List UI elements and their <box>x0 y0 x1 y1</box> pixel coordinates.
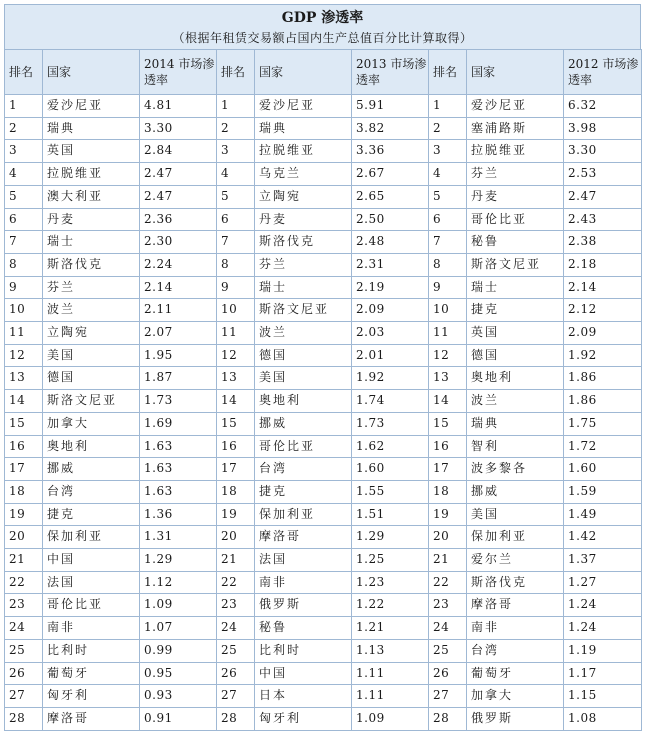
table-row <box>5 253 642 276</box>
value-2013-cell: 2.50 <box>352 208 429 231</box>
rank-cell: 25 <box>5 639 43 662</box>
header-country: 国家 <box>255 50 352 95</box>
country-2012-cell: 摩洛哥 <box>467 594 564 617</box>
rank-cell: 25 <box>429 639 467 662</box>
rank-cell: 6 <box>429 208 467 231</box>
value-2014-cell: 2.24 <box>140 253 217 276</box>
rank-cell: 13 <box>429 367 467 390</box>
value-2014-cell: 1.87 <box>140 367 217 390</box>
rank-cell: 9 <box>5 276 43 299</box>
value-2013-cell: 1.51 <box>352 503 429 526</box>
value-2014-cell: 0.93 <box>140 685 217 708</box>
rank-cell: 3 <box>217 140 255 163</box>
table-row <box>5 526 642 549</box>
rank-cell: 26 <box>217 662 255 685</box>
country-2013-cell: 爱沙尼亚 <box>255 95 352 118</box>
country-2013-cell: 秘鲁 <box>255 617 352 640</box>
country-2014-cell: 澳大利亚 <box>43 185 140 208</box>
country-2012-cell: 美国 <box>467 503 564 526</box>
country-2013-cell: 保加利亚 <box>255 503 352 526</box>
country-2014-cell: 南非 <box>43 617 140 640</box>
rank-cell: 6 <box>5 208 43 231</box>
table-row <box>5 231 642 254</box>
country-2014-cell: 中国 <box>43 549 140 572</box>
country-2014-cell: 哥伦比亚 <box>43 594 140 617</box>
rank-cell: 15 <box>217 412 255 435</box>
country-2012-cell: 拉脱维亚 <box>467 140 564 163</box>
value-2012-cell: 1.72 <box>564 435 642 458</box>
rank-cell: 16 <box>429 435 467 458</box>
penetration-table <box>4 49 642 731</box>
rank-cell: 24 <box>5 617 43 640</box>
country-2012-cell: 秘鲁 <box>467 231 564 254</box>
country-2014-cell: 加拿大 <box>43 412 140 435</box>
country-2012-cell: 塞浦路斯 <box>467 117 564 140</box>
rank-cell: 14 <box>217 390 255 413</box>
header-2014: 2014 市场渗透率 <box>140 50 217 95</box>
rank-cell: 20 <box>217 526 255 549</box>
rank-cell: 22 <box>217 571 255 594</box>
country-2012-cell: 斯洛伐克 <box>467 571 564 594</box>
table-row <box>5 344 642 367</box>
rank-cell: 18 <box>5 480 43 503</box>
rank-cell: 20 <box>5 526 43 549</box>
country-2014-cell: 奥地利 <box>43 435 140 458</box>
value-2013-cell: 2.01 <box>352 344 429 367</box>
rank-cell: 17 <box>429 458 467 481</box>
rank-cell: 21 <box>5 549 43 572</box>
country-2014-cell: 波兰 <box>43 299 140 322</box>
country-2013-cell: 拉脱维亚 <box>255 140 352 163</box>
header-country: 国家 <box>43 50 140 95</box>
value-2014-cell: 2.36 <box>140 208 217 231</box>
table-row <box>5 662 642 685</box>
value-2014-cell: 3.30 <box>140 117 217 140</box>
rank-cell: 19 <box>429 503 467 526</box>
value-2013-cell: 1.25 <box>352 549 429 572</box>
value-2012-cell: 1.86 <box>564 367 642 390</box>
country-2013-cell: 哥伦比亚 <box>255 435 352 458</box>
country-2012-cell: 芬兰 <box>467 163 564 186</box>
rank-cell: 28 <box>429 707 467 730</box>
rank-cell: 27 <box>429 685 467 708</box>
country-2013-cell: 中国 <box>255 662 352 685</box>
country-2013-cell: 斯洛伐克 <box>255 231 352 254</box>
value-2014-cell: 1.69 <box>140 412 217 435</box>
value-2014-cell: 1.63 <box>140 435 217 458</box>
rank-cell: 26 <box>429 662 467 685</box>
rank-cell: 20 <box>429 526 467 549</box>
country-2014-cell: 美国 <box>43 344 140 367</box>
rank-cell: 12 <box>429 344 467 367</box>
header-2012: 2012 市场渗透率 <box>564 50 642 95</box>
country-2013-cell: 台湾 <box>255 458 352 481</box>
table-subtitle: （根据年租赁交易额占国内生产总值百分比计算取得） <box>172 31 473 45</box>
value-2013-cell: 2.19 <box>352 276 429 299</box>
value-2012-cell: 2.38 <box>564 231 642 254</box>
rank-cell: 7 <box>429 231 467 254</box>
rank-cell: 21 <box>429 549 467 572</box>
rank-cell: 16 <box>5 435 43 458</box>
rank-cell: 14 <box>5 390 43 413</box>
value-2014-cell: 2.14 <box>140 276 217 299</box>
table-row <box>5 435 642 458</box>
value-2014-cell: 1.07 <box>140 617 217 640</box>
value-2012-cell: 2.18 <box>564 253 642 276</box>
rank-cell: 2 <box>217 117 255 140</box>
value-2013-cell: 2.65 <box>352 185 429 208</box>
country-2013-cell: 瑞士 <box>255 276 352 299</box>
value-2012-cell: 1.86 <box>564 390 642 413</box>
rank-cell: 10 <box>217 299 255 322</box>
rank-cell: 5 <box>5 185 43 208</box>
country-2013-cell: 斯洛文尼亚 <box>255 299 352 322</box>
value-2013-cell: 1.74 <box>352 390 429 413</box>
country-2012-cell: 爱沙尼亚 <box>467 95 564 118</box>
value-2012-cell: 2.43 <box>564 208 642 231</box>
rank-cell: 11 <box>217 322 255 345</box>
header-rank: 排名 <box>217 50 255 95</box>
table-row <box>5 412 642 435</box>
value-2014-cell: 0.95 <box>140 662 217 685</box>
value-2012-cell: 1.49 <box>564 503 642 526</box>
value-2012-cell: 1.27 <box>564 571 642 594</box>
country-2014-cell: 台湾 <box>43 480 140 503</box>
rank-cell: 1 <box>217 95 255 118</box>
value-2012-cell: 1.24 <box>564 617 642 640</box>
rank-cell: 5 <box>217 185 255 208</box>
rank-cell: 8 <box>5 253 43 276</box>
gdp-penetration-table-container <box>4 4 641 731</box>
rank-cell: 22 <box>429 571 467 594</box>
rank-cell: 24 <box>429 617 467 640</box>
value-2013-cell: 1.11 <box>352 685 429 708</box>
country-2013-cell: 立陶宛 <box>255 185 352 208</box>
value-2013-cell: 3.36 <box>352 140 429 163</box>
rank-cell: 2 <box>429 117 467 140</box>
country-2012-cell: 哥伦比亚 <box>467 208 564 231</box>
country-2012-cell: 波多黎各 <box>467 458 564 481</box>
country-2012-cell: 保加利亚 <box>467 526 564 549</box>
table-row <box>5 208 642 231</box>
rank-cell: 7 <box>217 231 255 254</box>
table-row <box>5 458 642 481</box>
rank-cell: 9 <box>217 276 255 299</box>
rank-cell: 26 <box>5 662 43 685</box>
table-title: GDP 渗透率 <box>281 10 364 26</box>
country-2012-cell: 葡萄牙 <box>467 662 564 685</box>
header-row <box>5 50 642 95</box>
value-2012-cell: 1.60 <box>564 458 642 481</box>
value-2013-cell: 1.60 <box>352 458 429 481</box>
value-2014-cell: 0.91 <box>140 707 217 730</box>
country-2013-cell: 瑞典 <box>255 117 352 140</box>
rank-cell: 8 <box>429 253 467 276</box>
country-2014-cell: 比利时 <box>43 639 140 662</box>
value-2014-cell: 1.36 <box>140 503 217 526</box>
country-2013-cell: 美国 <box>255 367 352 390</box>
rank-cell: 25 <box>217 639 255 662</box>
value-2014-cell: 1.12 <box>140 571 217 594</box>
value-2014-cell: 2.84 <box>140 140 217 163</box>
header-rank: 排名 <box>5 50 43 95</box>
value-2014-cell: 2.30 <box>140 231 217 254</box>
country-2012-cell: 波兰 <box>467 390 564 413</box>
rank-cell: 23 <box>429 594 467 617</box>
value-2013-cell: 1.29 <box>352 526 429 549</box>
country-2012-cell: 智利 <box>467 435 564 458</box>
value-2012-cell: 1.37 <box>564 549 642 572</box>
value-2014-cell: 1.09 <box>140 594 217 617</box>
country-2014-cell: 斯洛文尼亚 <box>43 390 140 413</box>
value-2012-cell: 6.32 <box>564 95 642 118</box>
value-2012-cell: 1.24 <box>564 594 642 617</box>
table-row <box>5 594 642 617</box>
country-2014-cell: 立陶宛 <box>43 322 140 345</box>
value-2013-cell: 1.22 <box>352 594 429 617</box>
rank-cell: 3 <box>5 140 43 163</box>
country-2013-cell: 波兰 <box>255 322 352 345</box>
rank-cell: 13 <box>5 367 43 390</box>
value-2013-cell: 2.03 <box>352 322 429 345</box>
value-2014-cell: 1.63 <box>140 458 217 481</box>
country-2014-cell: 捷克 <box>43 503 140 526</box>
table-row <box>5 707 642 730</box>
value-2012-cell: 2.47 <box>564 185 642 208</box>
value-2012-cell: 3.98 <box>564 117 642 140</box>
rank-cell: 18 <box>429 480 467 503</box>
country-2014-cell: 瑞典 <box>43 117 140 140</box>
table-row <box>5 367 642 390</box>
rank-cell: 23 <box>5 594 43 617</box>
value-2014-cell: 2.07 <box>140 322 217 345</box>
value-2013-cell: 1.55 <box>352 480 429 503</box>
value-2012-cell: 2.12 <box>564 299 642 322</box>
country-2012-cell: 德国 <box>467 344 564 367</box>
rank-cell: 4 <box>429 163 467 186</box>
rank-cell: 12 <box>217 344 255 367</box>
value-2012-cell: 1.19 <box>564 639 642 662</box>
value-2013-cell: 1.13 <box>352 639 429 662</box>
table-row <box>5 276 642 299</box>
country-2012-cell: 奥地利 <box>467 367 564 390</box>
rank-cell: 10 <box>5 299 43 322</box>
rank-cell: 28 <box>217 707 255 730</box>
table-row <box>5 549 642 572</box>
rank-cell: 19 <box>5 503 43 526</box>
country-2013-cell: 挪威 <box>255 412 352 435</box>
country-2013-cell: 摩洛哥 <box>255 526 352 549</box>
value-2012-cell: 3.30 <box>564 140 642 163</box>
rank-cell: 2 <box>5 117 43 140</box>
value-2012-cell: 1.42 <box>564 526 642 549</box>
value-2014-cell: 1.73 <box>140 390 217 413</box>
value-2012-cell: 1.59 <box>564 480 642 503</box>
table-row <box>5 480 642 503</box>
rank-cell: 11 <box>429 322 467 345</box>
country-2013-cell: 俄罗斯 <box>255 594 352 617</box>
country-2013-cell: 德国 <box>255 344 352 367</box>
rank-cell: 11 <box>5 322 43 345</box>
rank-cell: 1 <box>429 95 467 118</box>
country-2014-cell: 匈牙利 <box>43 685 140 708</box>
header-rank: 排名 <box>429 50 467 95</box>
table-row <box>5 95 642 118</box>
value-2014-cell: 1.29 <box>140 549 217 572</box>
rank-cell: 10 <box>429 299 467 322</box>
country-2012-cell: 加拿大 <box>467 685 564 708</box>
value-2012-cell: 1.92 <box>564 344 642 367</box>
value-2014-cell: 2.11 <box>140 299 217 322</box>
country-2013-cell: 日本 <box>255 685 352 708</box>
table-row <box>5 299 642 322</box>
value-2013-cell: 2.31 <box>352 253 429 276</box>
country-2012-cell: 俄罗斯 <box>467 707 564 730</box>
value-2012-cell: 1.15 <box>564 685 642 708</box>
rank-cell: 6 <box>217 208 255 231</box>
country-2012-cell: 台湾 <box>467 639 564 662</box>
table-row <box>5 639 642 662</box>
rank-cell: 15 <box>5 412 43 435</box>
rank-cell: 12 <box>5 344 43 367</box>
value-2013-cell: 1.21 <box>352 617 429 640</box>
rank-cell: 16 <box>217 435 255 458</box>
value-2014-cell: 1.31 <box>140 526 217 549</box>
rank-cell: 8 <box>217 253 255 276</box>
country-2012-cell: 瑞士 <box>467 276 564 299</box>
rank-cell: 4 <box>5 163 43 186</box>
table-title-box <box>4 4 641 49</box>
country-2014-cell: 德国 <box>43 367 140 390</box>
country-2012-cell: 爱尔兰 <box>467 549 564 572</box>
value-2014-cell: 2.47 <box>140 185 217 208</box>
country-2014-cell: 摩洛哥 <box>43 707 140 730</box>
value-2013-cell: 1.09 <box>352 707 429 730</box>
rank-cell: 24 <box>217 617 255 640</box>
country-2013-cell: 匈牙利 <box>255 707 352 730</box>
value-2013-cell: 1.62 <box>352 435 429 458</box>
country-2013-cell: 捷克 <box>255 480 352 503</box>
rank-cell: 17 <box>217 458 255 481</box>
country-2014-cell: 葡萄牙 <box>43 662 140 685</box>
table-row <box>5 163 642 186</box>
country-2012-cell: 捷克 <box>467 299 564 322</box>
country-2012-cell: 南非 <box>467 617 564 640</box>
country-2014-cell: 斯洛伐克 <box>43 253 140 276</box>
country-2014-cell: 丹麦 <box>43 208 140 231</box>
value-2012-cell: 1.17 <box>564 662 642 685</box>
rank-cell: 7 <box>5 231 43 254</box>
country-2014-cell: 拉脱维亚 <box>43 163 140 186</box>
country-2014-cell: 法国 <box>43 571 140 594</box>
value-2012-cell: 1.08 <box>564 707 642 730</box>
country-2013-cell: 法国 <box>255 549 352 572</box>
table-row <box>5 140 642 163</box>
value-2013-cell: 1.23 <box>352 571 429 594</box>
value-2014-cell: 0.99 <box>140 639 217 662</box>
value-2013-cell: 1.92 <box>352 367 429 390</box>
rank-cell: 4 <box>217 163 255 186</box>
rank-cell: 21 <box>217 549 255 572</box>
value-2014-cell: 1.63 <box>140 480 217 503</box>
value-2013-cell: 2.67 <box>352 163 429 186</box>
rank-cell: 15 <box>429 412 467 435</box>
country-2013-cell: 比利时 <box>255 639 352 662</box>
rank-cell: 28 <box>5 707 43 730</box>
rank-cell: 5 <box>429 185 467 208</box>
country-2014-cell: 英国 <box>43 140 140 163</box>
value-2013-cell: 2.09 <box>352 299 429 322</box>
table-row <box>5 503 642 526</box>
value-2013-cell: 2.48 <box>352 231 429 254</box>
country-2014-cell: 芬兰 <box>43 276 140 299</box>
table-body <box>5 95 642 731</box>
country-2014-cell: 爱沙尼亚 <box>43 95 140 118</box>
table-row <box>5 117 642 140</box>
rank-cell: 1 <box>5 95 43 118</box>
table-row <box>5 390 642 413</box>
rank-cell: 23 <box>217 594 255 617</box>
value-2014-cell: 4.81 <box>140 95 217 118</box>
value-2012-cell: 1.75 <box>564 412 642 435</box>
rank-cell: 13 <box>217 367 255 390</box>
table-row <box>5 617 642 640</box>
rank-cell: 27 <box>5 685 43 708</box>
rank-cell: 3 <box>429 140 467 163</box>
country-2014-cell: 挪威 <box>43 458 140 481</box>
country-2012-cell: 瑞典 <box>467 412 564 435</box>
rank-cell: 22 <box>5 571 43 594</box>
table-row <box>5 322 642 345</box>
country-2012-cell: 挪威 <box>467 480 564 503</box>
value-2014-cell: 1.95 <box>140 344 217 367</box>
country-2014-cell: 瑞士 <box>43 231 140 254</box>
country-2013-cell: 南非 <box>255 571 352 594</box>
rank-cell: 27 <box>217 685 255 708</box>
table-row <box>5 571 642 594</box>
country-2012-cell: 斯洛文尼亚 <box>467 253 564 276</box>
value-2013-cell: 1.11 <box>352 662 429 685</box>
country-2013-cell: 芬兰 <box>255 253 352 276</box>
value-2013-cell: 3.82 <box>352 117 429 140</box>
rank-cell: 19 <box>217 503 255 526</box>
country-2013-cell: 奥地利 <box>255 390 352 413</box>
country-2013-cell: 乌克兰 <box>255 163 352 186</box>
country-2013-cell: 丹麦 <box>255 208 352 231</box>
header-2013: 2013 市场渗透率 <box>352 50 429 95</box>
country-2014-cell: 保加利亚 <box>43 526 140 549</box>
table-row <box>5 685 642 708</box>
country-2012-cell: 英国 <box>467 322 564 345</box>
table-row <box>5 185 642 208</box>
rank-cell: 14 <box>429 390 467 413</box>
value-2012-cell: 2.53 <box>564 163 642 186</box>
country-2012-cell: 丹麦 <box>467 185 564 208</box>
value-2012-cell: 2.14 <box>564 276 642 299</box>
rank-cell: 18 <box>217 480 255 503</box>
header-country: 国家 <box>467 50 564 95</box>
value-2013-cell: 1.73 <box>352 412 429 435</box>
value-2014-cell: 2.47 <box>140 163 217 186</box>
rank-cell: 9 <box>429 276 467 299</box>
rank-cell: 17 <box>5 458 43 481</box>
value-2012-cell: 2.09 <box>564 322 642 345</box>
value-2013-cell: 5.91 <box>352 95 429 118</box>
